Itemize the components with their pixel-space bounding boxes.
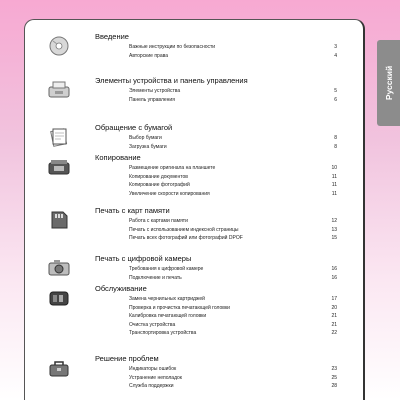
toc-entry-label: Индикаторы ошибок bbox=[129, 366, 177, 372]
toc-entry-label: Авторские права bbox=[129, 52, 168, 59]
section-title: Печать с карт памяти bbox=[95, 206, 170, 215]
section-title: Обслуживание bbox=[95, 284, 147, 293]
disc-icon bbox=[47, 35, 71, 57]
toc-entry-label: Подключение и печать bbox=[129, 274, 182, 281]
cartridge-icon bbox=[47, 287, 71, 309]
toc-entry[interactable] bbox=[129, 191, 363, 200]
toc-entry-label: Транспортировка устройства bbox=[129, 330, 197, 337]
toc-entry-label: Проверка и прочистка печатающей головки bbox=[129, 304, 230, 311]
toc-entry-page: 6 bbox=[334, 96, 337, 103]
toc-entry-page: 12 bbox=[331, 218, 337, 224]
toc-entry-label: Калибровка печатающей головки bbox=[129, 313, 207, 320]
toc-entry[interactable] bbox=[129, 53, 363, 62]
toc-entry-label: Очистка устройства bbox=[129, 321, 176, 328]
section-title: Элементы устройства и панель управления bbox=[95, 76, 248, 85]
toc-entry-page: 16 bbox=[331, 266, 337, 272]
toc-entry-page: 11 bbox=[331, 182, 337, 189]
toc-entry-page: 4 bbox=[334, 52, 337, 59]
toc-entry-page: 10 bbox=[331, 165, 337, 171]
toc-entry[interactable] bbox=[129, 144, 363, 153]
paper-stack-icon bbox=[47, 126, 71, 148]
toc-entry-label: Важные инструкции по безопасности bbox=[129, 44, 216, 50]
toc-entry-page: 5 bbox=[334, 88, 337, 94]
toc-entry-page: 11 bbox=[331, 173, 337, 180]
toc-entry-page: 8 bbox=[334, 135, 337, 141]
toolbox-icon bbox=[47, 357, 71, 379]
toc-entry[interactable] bbox=[129, 97, 363, 106]
toc-entry[interactable] bbox=[129, 235, 363, 244]
toc-entry-label: Размещение оригинала на планшете bbox=[129, 165, 216, 171]
toc-entry-label: Элементы устройства bbox=[129, 88, 181, 94]
toc-page bbox=[24, 19, 365, 400]
toc-entry-label: Увеличение скорости копирования bbox=[129, 190, 210, 197]
toc-entry-label: Копирование фотографий bbox=[129, 182, 190, 189]
toc-entry-label: Требования к цифровой камере bbox=[129, 266, 204, 272]
language-tab-label: Русский bbox=[383, 65, 394, 101]
toc-entry-page: 8 bbox=[334, 143, 337, 150]
toc-entry-page: 28 bbox=[331, 383, 337, 390]
toc-entry-label: Выбор бумаги bbox=[129, 135, 162, 141]
toc-entry[interactable] bbox=[129, 330, 363, 339]
toc-entry-page: 3 bbox=[334, 44, 337, 50]
toc-entry-page: 20 bbox=[331, 304, 337, 311]
toc-entry-label: Панель управления bbox=[129, 96, 175, 103]
toc-entry-page: 25 bbox=[331, 374, 337, 381]
toc-entry-page: 11 bbox=[331, 190, 337, 197]
copy-icon bbox=[47, 156, 71, 178]
toc-entry-label: Копирование документов bbox=[129, 173, 188, 180]
toc-entry-page: 21 bbox=[331, 313, 337, 320]
toc-entry-page: 17 bbox=[331, 296, 337, 302]
toc-entry-page: 23 bbox=[331, 366, 337, 372]
language-tab[interactable] bbox=[377, 40, 400, 126]
camera-icon bbox=[47, 257, 71, 279]
toc-entry-label: Загрузка бумаги bbox=[129, 143, 167, 150]
toc-entry-label: Печать с использованием индексной страницы bbox=[129, 226, 239, 233]
memory-card-icon bbox=[47, 209, 71, 231]
toc-entry-label: Замена чернильных картриджей bbox=[129, 296, 205, 302]
toc-entry-label: Служба поддержки bbox=[129, 383, 174, 390]
section-title: Печать с цифровой камеры bbox=[95, 254, 192, 263]
toc-entry-label: Печать всех фотографий или фотографий DPOF bbox=[129, 235, 243, 242]
section-title: Введение bbox=[95, 32, 129, 41]
section-title: Решение проблем bbox=[95, 354, 159, 363]
toc-entry[interactable] bbox=[129, 275, 363, 284]
toc-entry-page: 21 bbox=[331, 321, 337, 328]
toc-entry-label: Работа с картами памяти bbox=[129, 218, 188, 224]
toc-entry[interactable] bbox=[129, 383, 363, 392]
section-title: Копирование bbox=[95, 153, 141, 162]
printer-parts-icon bbox=[47, 79, 71, 101]
toc-entry-page: 13 bbox=[331, 226, 337, 233]
section-title: Обращение с бумагой bbox=[95, 123, 173, 132]
toc-entry-page: 15 bbox=[331, 235, 337, 242]
toc-entry-page: 22 bbox=[331, 330, 337, 337]
toc-entry-label: Устранение неполадок bbox=[129, 374, 182, 381]
toc-entry-page: 16 bbox=[331, 274, 337, 281]
